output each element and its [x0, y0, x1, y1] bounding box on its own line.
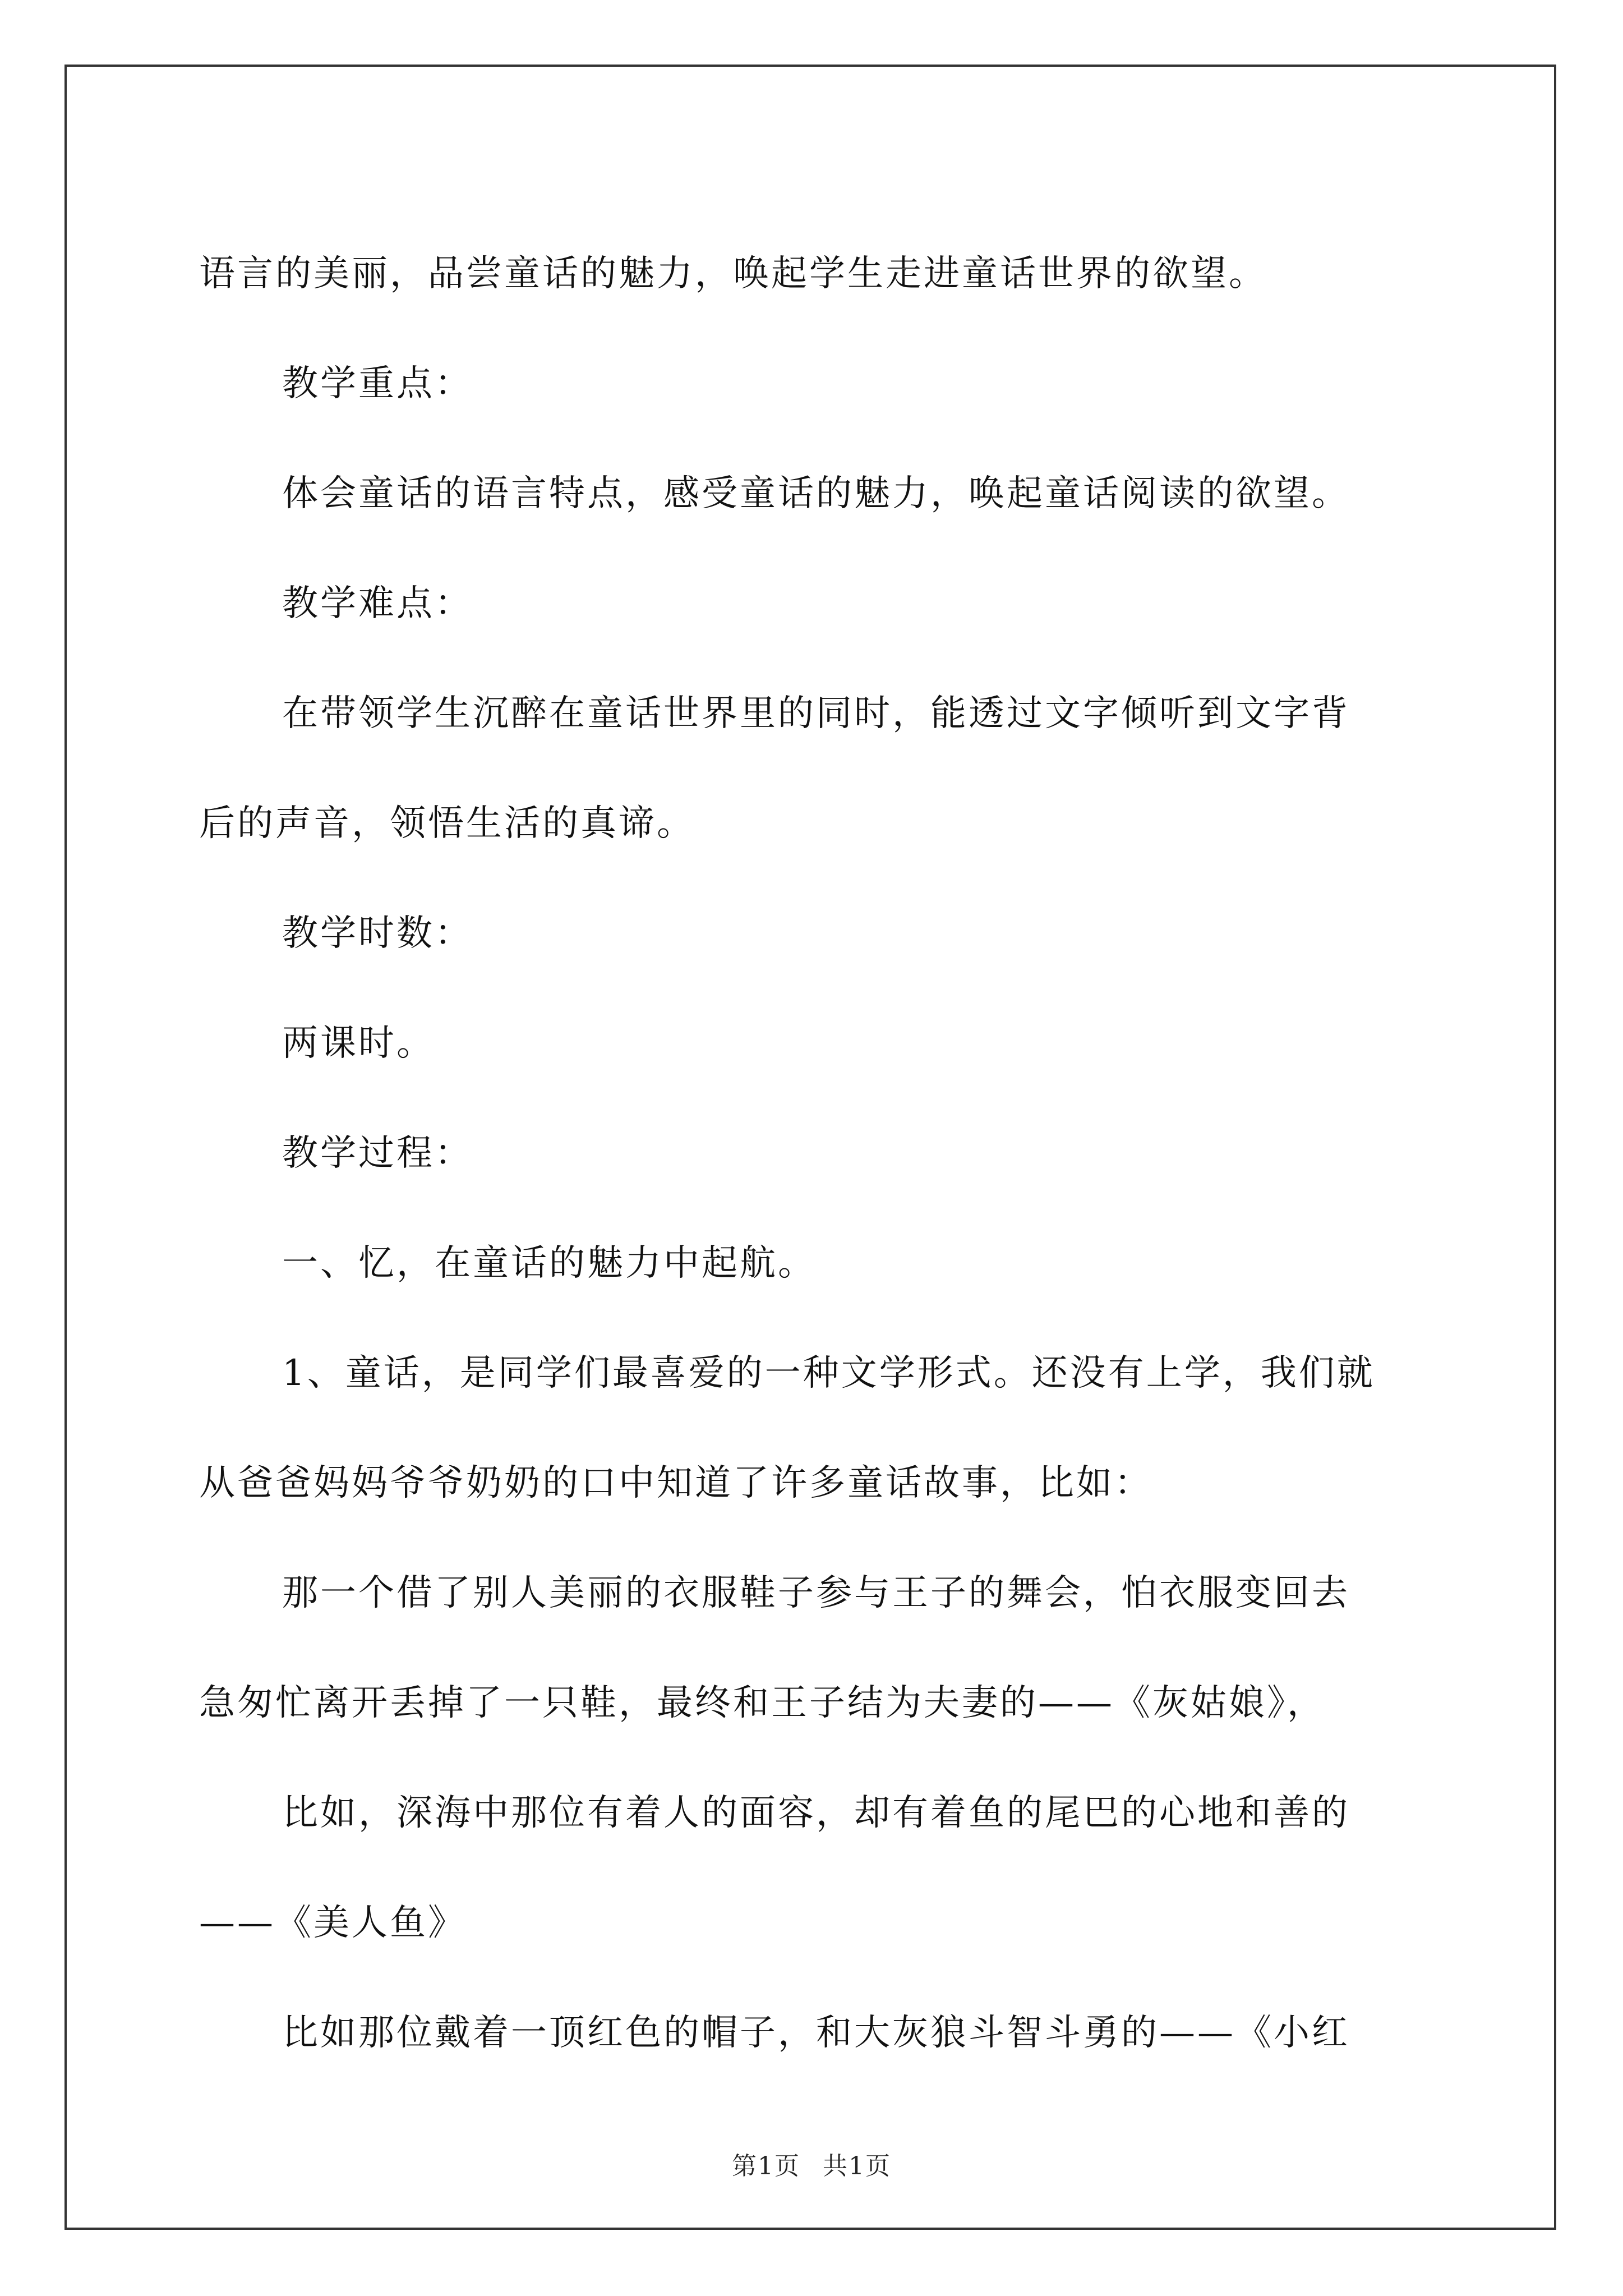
page-total: 共1页 [823, 2152, 891, 2180]
page-footer [0, 2146, 1623, 2182]
text-line-14: 急匆忙离开丢掉了一只鞋，最终和王子结为夫妻的——《灰姑娘》， [199, 1682, 1325, 1724]
heading-teaching-process: 教学过程： [282, 1133, 473, 1174]
text-line-6: 后的声音，领悟生活的真谛。 [199, 803, 695, 844]
text-line-17: 比如那位戴着一顶红色的帽子，和大灰狼斗智斗勇的——《小红 [282, 2012, 1350, 2054]
heading-teaching-difficulty: 教学难点： [282, 583, 473, 624]
section-heading-1: 一、忆，在童话的魅力中起航。 [282, 1243, 816, 1284]
text-line-12: 从爸爸妈妈爷爷奶奶的口中知道了许多童话故事，比如： [199, 1462, 1152, 1504]
text-line-5: 在带领学生沉醉在童话世界里的同时，能透过文字倾听到文字背 [282, 693, 1350, 734]
page-number: 第1页 [732, 2152, 800, 2180]
text-line-16: ——《美人鱼》 [199, 1902, 466, 1944]
text-line-1: 语言的美丽，品尝童话的魅力，唤起学生走进童话世界的欲望。 [199, 253, 1267, 295]
heading-teaching-focus: 教学重点： [282, 363, 473, 404]
text-line-8: 两课时。 [282, 1023, 435, 1064]
heading-teaching-hours: 教学时数： [282, 913, 473, 954]
document-body [199, 219, 1422, 2088]
text-line-11: 1、童话，是同学们最喜爱的一种文学形式。还没有上学，我们就 [282, 1352, 1375, 1394]
text-line-3: 体会童话的语言特点，感受童话的魅力，唤起童话阅读的欲望。 [282, 473, 1350, 514]
text-line-15: 比如，深海中那位有着人的面容，却有着鱼的尾巴的心地和善的 [282, 1792, 1350, 1834]
text-line-13: 那一个借了别人美丽的衣服鞋子参与王子的舞会，怕衣服变回去 [282, 1572, 1350, 1614]
